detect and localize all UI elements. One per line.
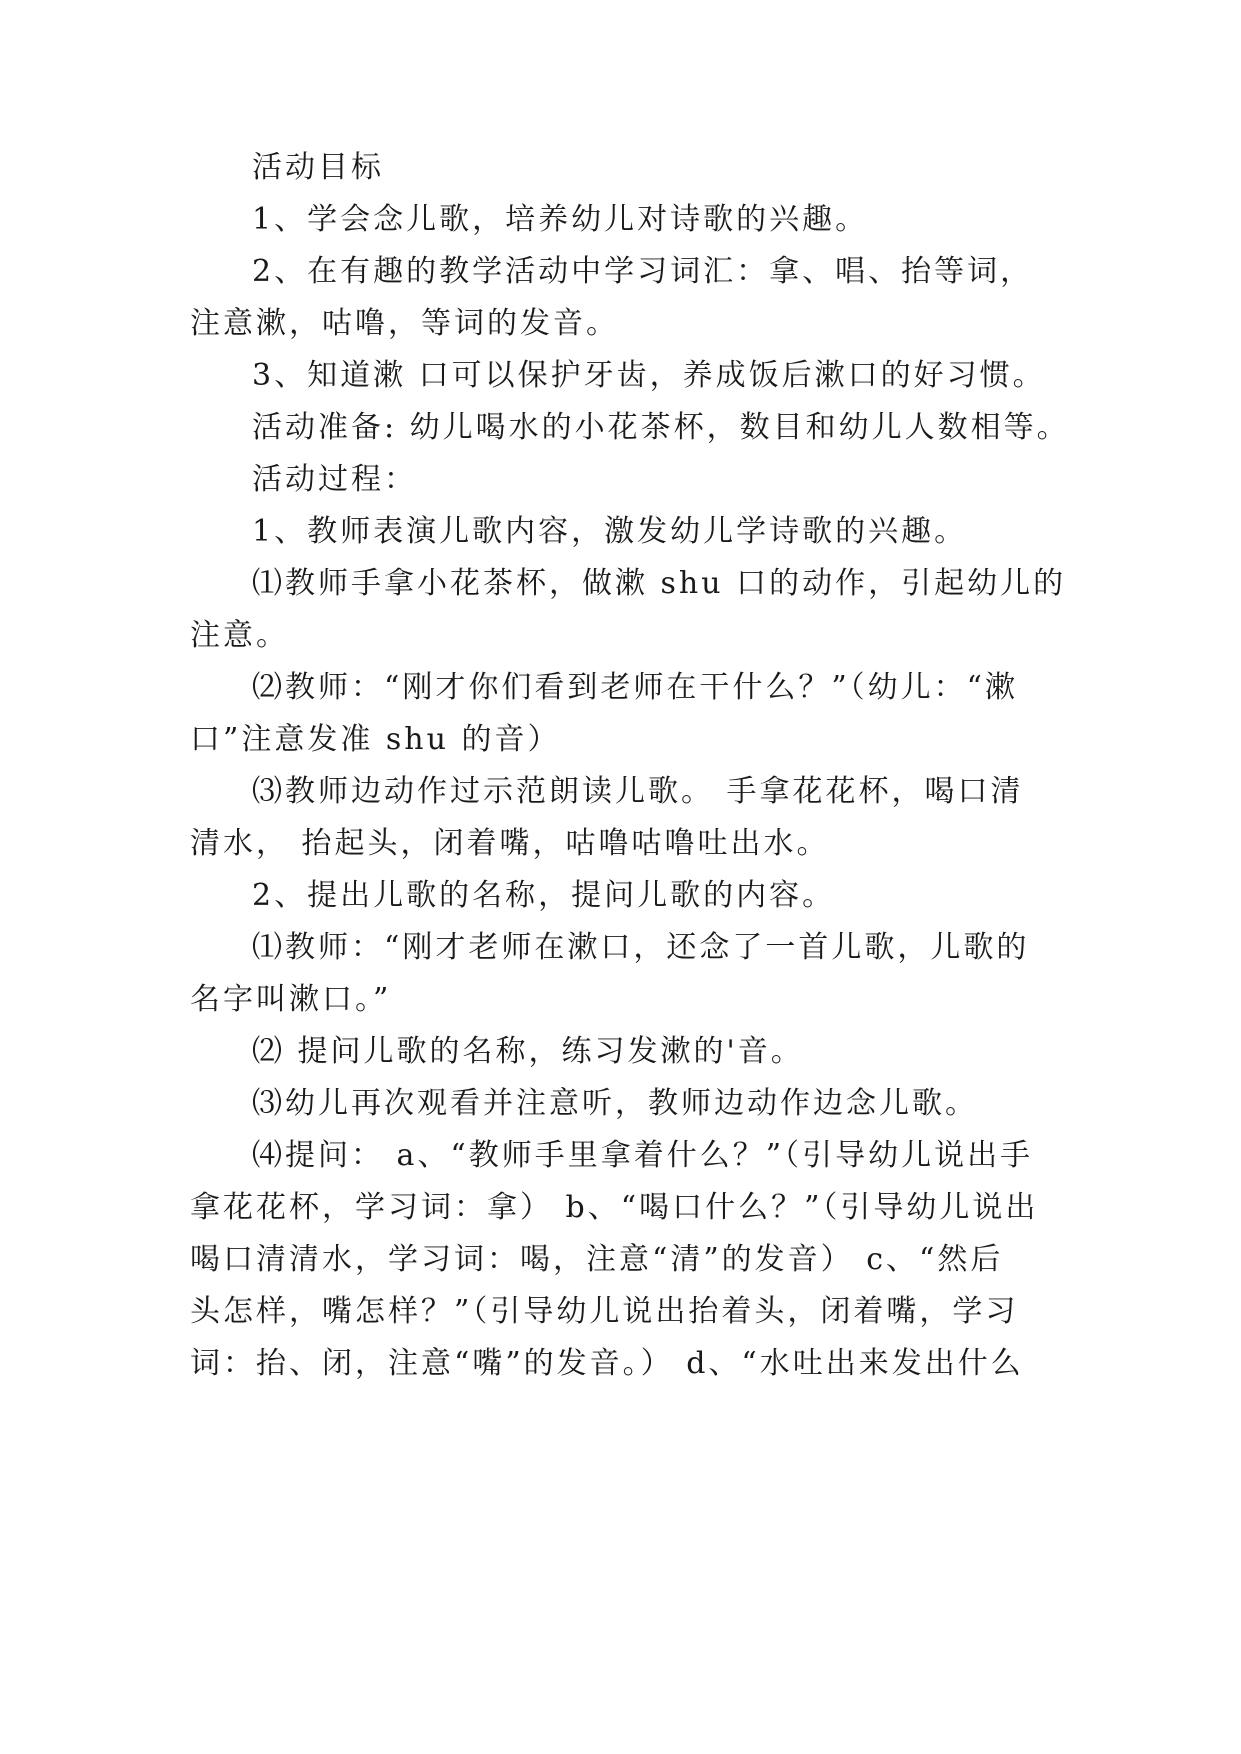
paragraph-line: 口”注意发准 shu 的音） — [190, 722, 561, 757]
paragraph-line: 1、教师表演儿歌内容，激发幼儿学诗歌的兴趣。 — [252, 514, 968, 549]
heading-activity-goals: 活动目标 — [252, 150, 384, 185]
paragraph-line: ⑴教师手拿小花茶杯，做漱 shu 口的动作，引起幼儿的 — [252, 566, 1067, 601]
paragraph-line: 头怎样，嘴怎样？”（引导幼儿说出抬着头，闭着嘴，学习 — [190, 1294, 1019, 1329]
paragraph-line: ⑷提问： a、“教师手里拿着什么？”（引导幼儿说出手 — [252, 1138, 1034, 1173]
paragraph-line: 3、知道漱 口可以保护牙齿，养成饭后漱口的好习惯。 — [252, 358, 1046, 393]
paragraph-line: ⑶幼儿再次观看并注意听，教师边动作边念儿歌。 — [252, 1086, 978, 1121]
paragraph-line: 注意。 — [190, 618, 289, 653]
heading-activity-process: 活动过程： — [252, 462, 417, 497]
paragraph-line: ⑵ 提问儿歌的名称，练习发漱的'音。 — [252, 1034, 804, 1069]
paragraph-line: 清水， 抬起头，闭着嘴，咕噜咕噜吐出水。 — [190, 826, 830, 861]
paragraph-line: 词：抬、闭，注意“嘴”的发音。） d、“水吐出来发出什么 — [190, 1346, 1024, 1381]
paragraph-line: 2、在有趣的教学活动中学习词汇：拿、唱、抬等词， — [252, 254, 1034, 289]
paragraph-line: ⑵教师：“刚才你们看到老师在干什么？”（幼儿：“漱 — [252, 670, 1019, 705]
paragraph-line: 名字叫漱口。” — [190, 982, 392, 1017]
paragraph-line: 拿花花杯，学习词：拿） b、“喝口什么？”（引导幼儿说出 — [190, 1190, 1039, 1225]
paragraph-line: ⑶教师边动作过示范朗读儿歌。 手拿花花杯，喝口清 — [252, 774, 1024, 809]
paragraph-line: 2、提出儿歌的名称，提问儿歌的内容。 — [252, 878, 836, 913]
paragraph-line: 1、学会念儿歌，培养幼儿对诗歌的兴趣。 — [252, 202, 869, 237]
paragraph-line: 活动准备: 幼儿喝水的小花茶杯，数目和幼儿人数相等。 — [252, 410, 1070, 445]
paragraph-line: ⑴教师：“刚才老师在漱口，还念了一首儿歌，儿歌的 — [252, 930, 1030, 965]
paragraph-line: 喝口清清水，学习词：喝，注意“清”的发音） c、“然后 — [190, 1242, 1004, 1277]
paragraph-line: 注意漱，咕噜，等词的发音。 — [190, 306, 619, 341]
